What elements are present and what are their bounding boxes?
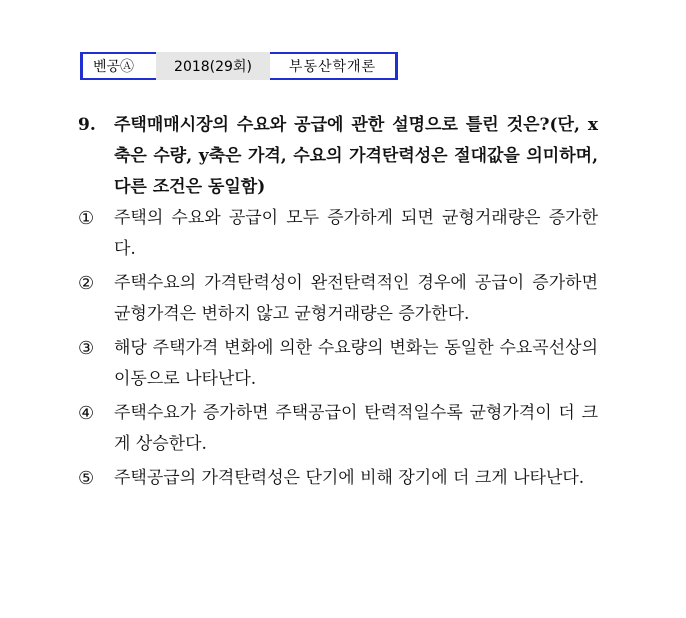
question-text: 주택매매시장의 수요와 공급에 관한 설명으로 틀린 것은?(단, x축은 수량, y축은 가격, 수요의 가격탄력성은 절대값을 의미하며, 다른 조건은 동일함) <box>114 115 598 197</box>
choice-text: 주택공급의 가격탄력성은 단기에 비해 장기에 더 크게 나타난다. <box>114 468 585 488</box>
choice-number: ⑤ <box>78 468 95 489</box>
header-title: 부동산학개론 <box>270 52 398 80</box>
choice-3 <box>78 333 598 395</box>
choice-number: ② <box>78 273 95 294</box>
choice-2 <box>78 268 598 330</box>
header-subject: 벤공Ⓐ <box>80 52 156 80</box>
exam-header <box>80 52 398 80</box>
choice-1 <box>78 203 598 265</box>
choice-text: 주택의 수요와 공급이 모두 증가하게 되면 균형거래량은 증가한다. <box>114 208 598 259</box>
choice-number: ④ <box>78 403 95 424</box>
choice-text: 주택수요가 증가하면 주택공급이 탄력적일수록 균형가격이 더 크게 상승한다. <box>114 403 598 454</box>
question <box>78 110 598 203</box>
choice-text: 주택수요의 가격탄력성이 완전탄력적인 경우에 공급이 증가하면 균형가격은 변하지 않고 균형거래량은 증가한다. <box>114 273 598 324</box>
header-year: 2018(29회) <box>156 52 270 80</box>
choice-5 <box>78 463 598 494</box>
choice-number: ① <box>78 208 95 229</box>
choice-4 <box>78 398 598 460</box>
choice-text: 해당 주택가격 변화에 의한 수요량의 변화는 동일한 수요곡선상의 이동으로 나타난다. <box>114 338 598 389</box>
choice-list <box>78 203 598 497</box>
question-number: 9. <box>78 115 96 135</box>
choice-number: ③ <box>78 338 95 359</box>
